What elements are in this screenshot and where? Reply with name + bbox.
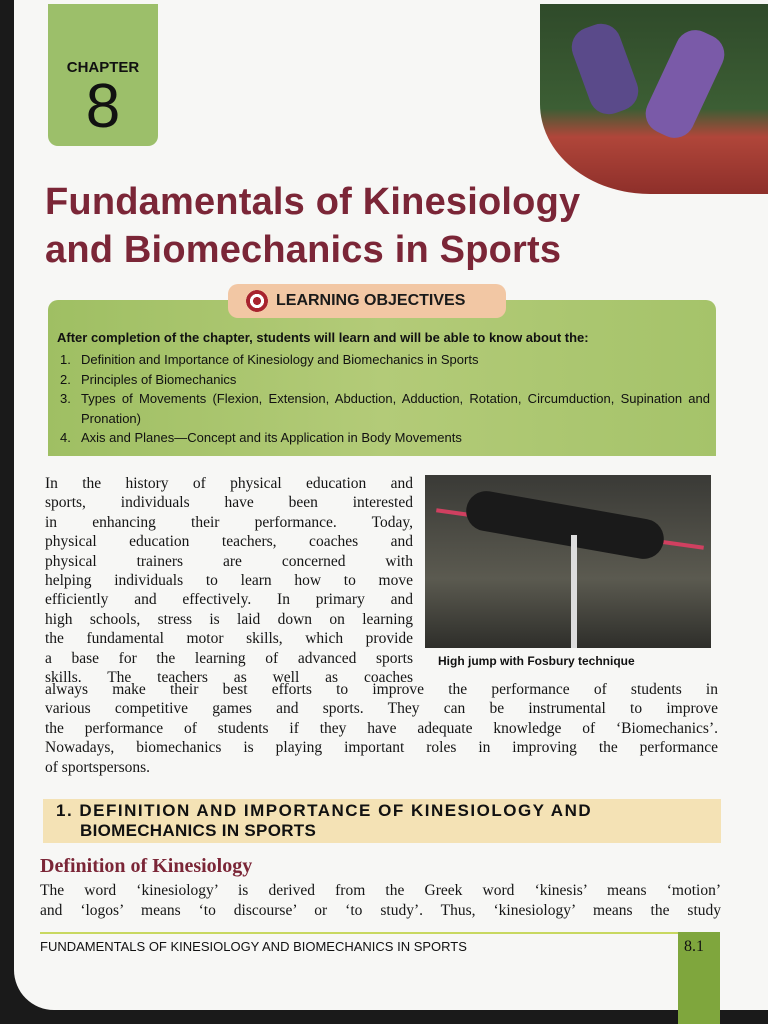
text-line: always make their best efforts to improve the performance of students in xyxy=(45,681,718,698)
text-line: in enhancing their performance. Today, xyxy=(45,513,413,531)
objective-item xyxy=(60,350,710,370)
section-heading-line: 1. DEFINITION AND IMPORTANCE OF KINESIOLOGY AND xyxy=(56,801,593,820)
objective-item xyxy=(60,428,710,448)
chapter-label: CHAPTER xyxy=(66,59,140,76)
item-text: Definition and Importance of Kinesiology and Biomechanics in Sports xyxy=(81,352,479,367)
text-line: helping individuals to learn how to move xyxy=(45,571,413,589)
chapter-badge xyxy=(48,4,158,146)
item-text: Types of Movements (Flexion, Extension, Abduction, Adduction, Rotation, Circumduction, Supination and Pronation) xyxy=(81,391,710,426)
footer-divider xyxy=(40,932,680,934)
high-jump-photo xyxy=(425,475,711,648)
section-heading xyxy=(56,801,592,841)
jumper-figure xyxy=(463,488,667,562)
objective-item xyxy=(60,389,710,428)
text-line: the fundamental motor skills, which provide xyxy=(45,630,413,648)
sprinters-photo xyxy=(540,4,768,194)
text-line: physical education teachers, coaches and xyxy=(45,533,413,551)
text-line: high schools, stress is laid down on learning xyxy=(45,610,413,628)
objectives-list xyxy=(60,350,710,448)
text-line: of sportspersons. xyxy=(45,758,151,776)
item-number: 2. xyxy=(60,371,71,387)
target-icon xyxy=(246,290,268,312)
text-line: a base for the learning of advanced sports xyxy=(45,649,413,667)
item-text: Axis and Planes—Concept and its Application in Body Movements xyxy=(81,430,462,445)
objective-item xyxy=(60,370,710,390)
item-number: 4. xyxy=(60,430,71,445)
item-number: 1. xyxy=(60,352,71,367)
title-line: and Biomechanics in Sports xyxy=(45,229,562,271)
text-line: various competitive games and sports. They can be instrumental to improve xyxy=(45,700,718,718)
intro-paragraph-continued xyxy=(45,680,718,777)
section-heading-line: BIOMECHANICS IN SPORTS xyxy=(80,821,317,840)
runner-figure xyxy=(639,24,731,145)
chapter-title xyxy=(45,178,580,274)
item-number: 3. xyxy=(60,391,71,406)
title-line: Fundamentals of Kinesiology xyxy=(45,181,581,223)
text-line: the performance of students if they have adequate knowledge of ‘Biomechanics’. xyxy=(45,719,718,737)
objectives-heading: LEARNING OBJECTIVES xyxy=(276,292,466,309)
item-text: Principles of Biomechanics xyxy=(81,371,237,387)
text-line: In the history of physical education and xyxy=(45,475,413,492)
running-footer: FUNDAMENTALS OF KINESIOLOGY AND BIOMECHANICS IN SPORTS xyxy=(40,939,467,954)
upright-post xyxy=(571,535,577,648)
subsection-title: Definition of Kinesiology xyxy=(40,855,253,877)
definition-paragraph xyxy=(40,881,721,921)
text-line: efficiently and effectively. In primary and xyxy=(45,591,413,609)
runner-figure xyxy=(566,18,644,120)
objectives-intro: After completion of the chapter, students will learn and will be able to know about the: xyxy=(57,330,589,345)
text-line: The word ‘kinesiology’ is derived from the Greek word ‘kinesis’ means ‘motion’ xyxy=(40,882,721,899)
figure-caption: High jump with Fosbury technique xyxy=(438,654,635,668)
intro-paragraph-column xyxy=(45,474,413,687)
text-line: Nowadays, biomechanics is playing important roles in improving the performance xyxy=(45,739,718,757)
text-line: skills. The teachers as well as coaches xyxy=(45,668,413,686)
text-line: and ‘logos’ means ‘to discourse’ or ‘to study’. Thus, ‘kinesiology’ means the study xyxy=(40,902,721,919)
text-line: sports, individuals have been interested xyxy=(45,494,413,512)
page-number: 8.1 xyxy=(684,938,704,955)
chapter-number: 8 xyxy=(85,72,121,141)
text-line: physical trainers are concerned with xyxy=(45,552,413,570)
